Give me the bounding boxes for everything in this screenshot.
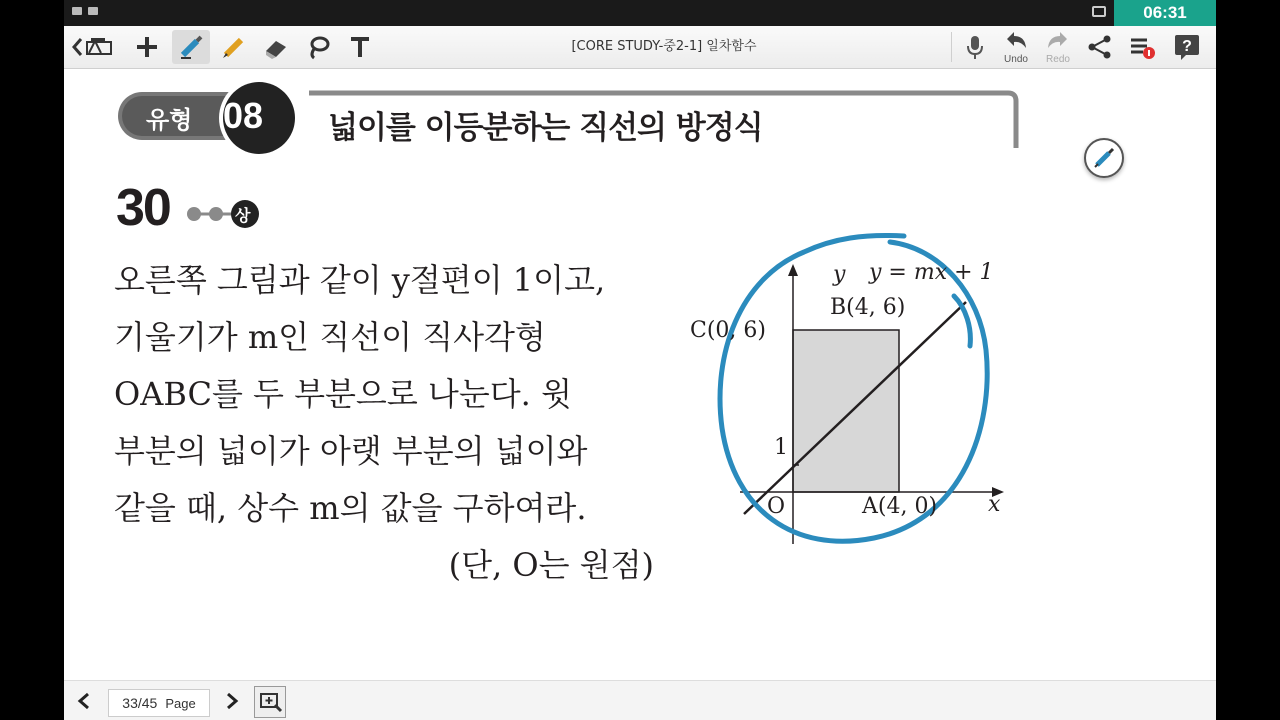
zoom-in-button[interactable] [254,686,286,718]
problem-line: 같을 때, 상수 m의 값을 구하여라. [114,489,587,527]
point-c-label: C(0, 6) [690,318,766,343]
pencil-icon [220,33,248,61]
problem-note: (단, O는 원점) [448,546,654,584]
difficulty-badge: 상 [235,206,251,225]
status-bar [64,0,1216,26]
problem-number: 30 [116,179,170,237]
chevron-right-icon [225,692,239,710]
help-button[interactable] [1170,30,1204,64]
problem-line: 부분의 넓이가 아랫 부분의 넓이와 [114,432,588,470]
problem-line: 기울기가 m인 직선이 직사각형 [114,318,546,356]
cast-icon [1092,6,1106,17]
lasso-tool[interactable] [300,30,336,64]
microphone-icon [965,33,985,61]
voice-record-button[interactable] [960,30,990,64]
point-a-label: A(4, 0) [862,494,938,519]
lasso-icon [304,33,332,61]
y-axis-label: y [833,262,846,287]
undo-button[interactable] [998,30,1034,64]
page-indicator[interactable] [108,689,210,717]
type-number: 08 [223,95,264,136]
next-page-button[interactable] [220,689,244,713]
toolbar [64,26,1216,69]
undo-label: Undo [1004,54,1028,65]
add-button[interactable] [130,30,164,64]
difficulty-dots [186,194,266,234]
notification-icons [72,7,98,15]
text-tool[interactable] [342,30,378,64]
back-to-library-button[interactable] [70,30,120,64]
help-icon [1173,33,1201,61]
origin-label: O [767,494,786,519]
svg-text:?: ? [1182,38,1192,55]
problem-line: OABC를 두 부분으로 나눈다. 윗 [114,375,572,413]
problem-line: 오른쪽 그림과 같이 y절편이 1이고, [114,261,606,299]
plus-icon [134,34,160,60]
floating-pen-button[interactable] [1084,138,1124,178]
previous-page-button[interactable] [72,689,96,713]
line-equation-label: y = mx + 1 [869,260,994,285]
section-title: 넓이를 이등분하는 직선의 방정식 [328,110,763,146]
share-icon [1087,34,1113,60]
eraser-icon [262,33,290,61]
back-library-icon [71,33,119,61]
redo-label: Redo [1046,54,1070,65]
chevron-left-icon [77,692,91,710]
type-label: 유형 [146,106,193,134]
page-navigation-bar [64,680,1216,720]
page-number: 33/45 [122,695,158,711]
redo-button[interactable] [1040,30,1076,64]
point-b-label: B(4, 6) [830,295,906,320]
highlighter-icon [1092,146,1116,170]
undo-icon [1003,30,1029,52]
x-axis-label: x [988,492,1001,517]
y-intercept-label: 1 [774,435,788,460]
video-icon [88,7,98,15]
zoom-in-icon [255,687,285,717]
document-page [64,68,1216,680]
highlighter-tool[interactable] [172,30,210,64]
pencil-tool[interactable] [216,30,252,64]
document-title: [CORE STUDY-중2-1] 일차함수 [571,39,757,54]
app-screen [64,0,1216,720]
redo-icon [1045,30,1071,52]
highlighter-icon [177,33,205,61]
eraser-tool[interactable] [258,30,294,64]
video-icon [72,7,82,15]
rectangle-oabc [793,330,899,492]
status-clock: 06:31 [1114,0,1216,26]
toolbar-divider [951,32,952,62]
menu-button[interactable] [1124,30,1160,64]
page-label: Page [165,695,196,711]
text-icon [346,33,374,61]
menu-list-icon [1127,33,1157,61]
share-button[interactable] [1084,30,1116,64]
problem-statement [114,252,654,594]
